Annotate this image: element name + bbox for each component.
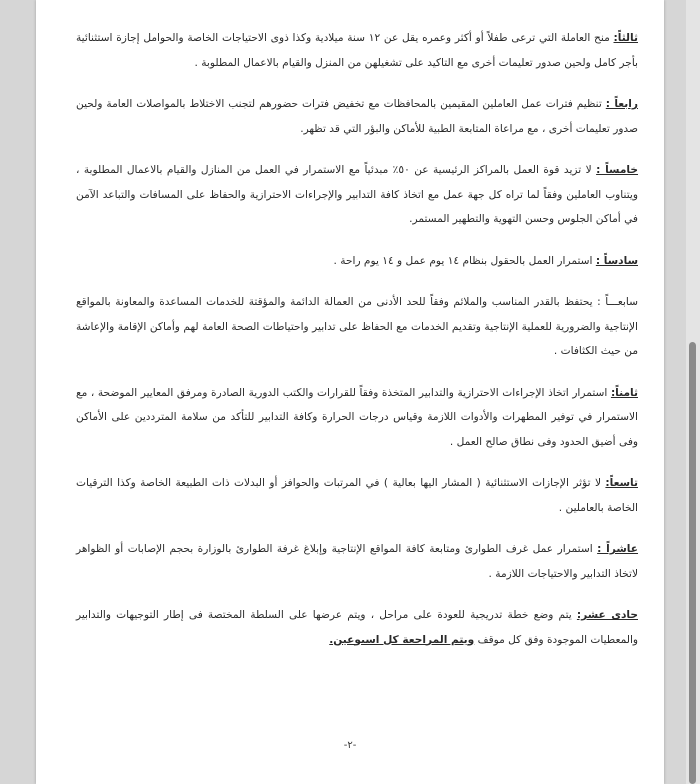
clause-eleventh [76,603,638,652]
clause-text: يتم وضع خطة تدريجية للعودة على مراحل ، ويتم عرضها على السلطة المختصة فى إطار التوجيهات والتدابير والمعطيات الموجودة وفق كل موقف [76,609,638,646]
clause-tenth [76,537,638,586]
clause-heading: رابعاً : [605,98,638,110]
scrollbar-thumb[interactable] [689,342,696,784]
clause-heading: خامساً : [596,164,639,176]
clause-heading: ثامناً: [610,386,638,399]
clause-emphasis: ويتم المراجعة كل اسبوعين. [329,633,475,646]
clause-text: لا تزيد قوة العمل بالمراكز الرئيسية عن ٥٠٪ مبدئياً مع الاستمرار في العمل من المنازل والقيام بالاعمال المطلوبة ، ويتناوب العاملين وفقاً لما تراه كل جهة عمل مع اتخاذ كافة التدابير والإجراءات الاحترازية والحفاظ على المسافات والتباعد الآمن في أماكن الجلوس وحسن التهوية والتطهير المستمر. [76,164,638,225]
clause-third [76,26,638,75]
document-body [76,26,638,669]
clause-text: لا تؤثر الإجازات الاستثنائية ( المشار اليها بعالية ) في المرتبات والحوافز أو البدلات ذات الطبيعة الخاصة وكذا الترقيات الخاصة بالعاملين . [76,477,638,514]
clause-text: يحتفظ بالقدر المناسب والملائم وفقاً للحد الأدنى من العمالة الدائمة والمؤقتة للخدمات المساعدة والمعاونة بالمواقع الإنتاجية والضرورية للعملية الإنتاجية وتقديم الخدمات مع الحفاظ على تدابير واحتياطات الصحة العامة لهم وأماكن الإقامة والإعاشة من حيث الكثافات . [76,296,638,357]
clause-heading: حادى عشر: [576,609,638,621]
clause-text: منح العاملة التي ترعى طفلاً أو أكثر وعمره يقل عن ١٢ سنة ميلادية وكذا ذوى الاحتياجات الخاصة والحوامل إجازة استثنائية بأجر كامل ولحين صدور تعليمات أخرى مع التاكيد على تشغيلهن من المنزل والقيام بالاعمال المطلوبة . [76,32,638,69]
page-number: -٢- [343,740,357,751]
vertical-scrollbar[interactable] [686,0,700,784]
clause-fourth [76,92,638,141]
clause-text: تنظيم فترات عمل العاملين المقيمين بالمحافظات مع تخفيض فترات حضورهم لتجنب الاختلاط بالمواصلات العامة ولحين صدور تعليمات أخرى ، مع مراعاة المتابعة الطبية للأماكن والبؤر التي قد تظهر. [76,98,638,135]
clause-text: استمرار اتخاذ الإجراءات الاحترازية والتدابير المتخذة وفقاً للقرارات والكتب الدورية الصادرة ومرفق المعايير الموضحة ، مع الاستمرار في توفير المطهرات والأدوات اللازمة وقياس درجات الحرارة وكافة التدابير للتأكد من سلامة المترددين على الأماكن وفى أضيق الحدود وفى نطاق صالح العمل . [76,386,638,448]
clause-fifth [76,158,638,232]
document-page [36,0,664,784]
clause-text: استمرار عمل غرف الطوارئ ومتابعة كافة المواقع الإنتاجية وإبلاغ غرفة الطوارئ بالوزارة بحجم الإصابات أو الظواهر لاتخاذ التدابير والاحتياجات اللازمة . [76,543,638,580]
clause-ninth [76,471,638,520]
clause-heading: ثالثاً: [613,32,638,44]
clause-heading: عاشراً : [597,543,639,555]
clause-sixth [76,249,638,274]
clause-eighth [76,381,638,455]
clause-heading: سادساً : [595,254,638,267]
clause-seventh [76,290,638,364]
clause-heading: سابعـــاً : [597,296,638,308]
clause-heading: تاسعاً: [605,477,638,489]
clause-text: استمرار العمل بالحقول بنظام ١٤ يوم عمل و ١٤ يوم راحة . [333,254,596,267]
